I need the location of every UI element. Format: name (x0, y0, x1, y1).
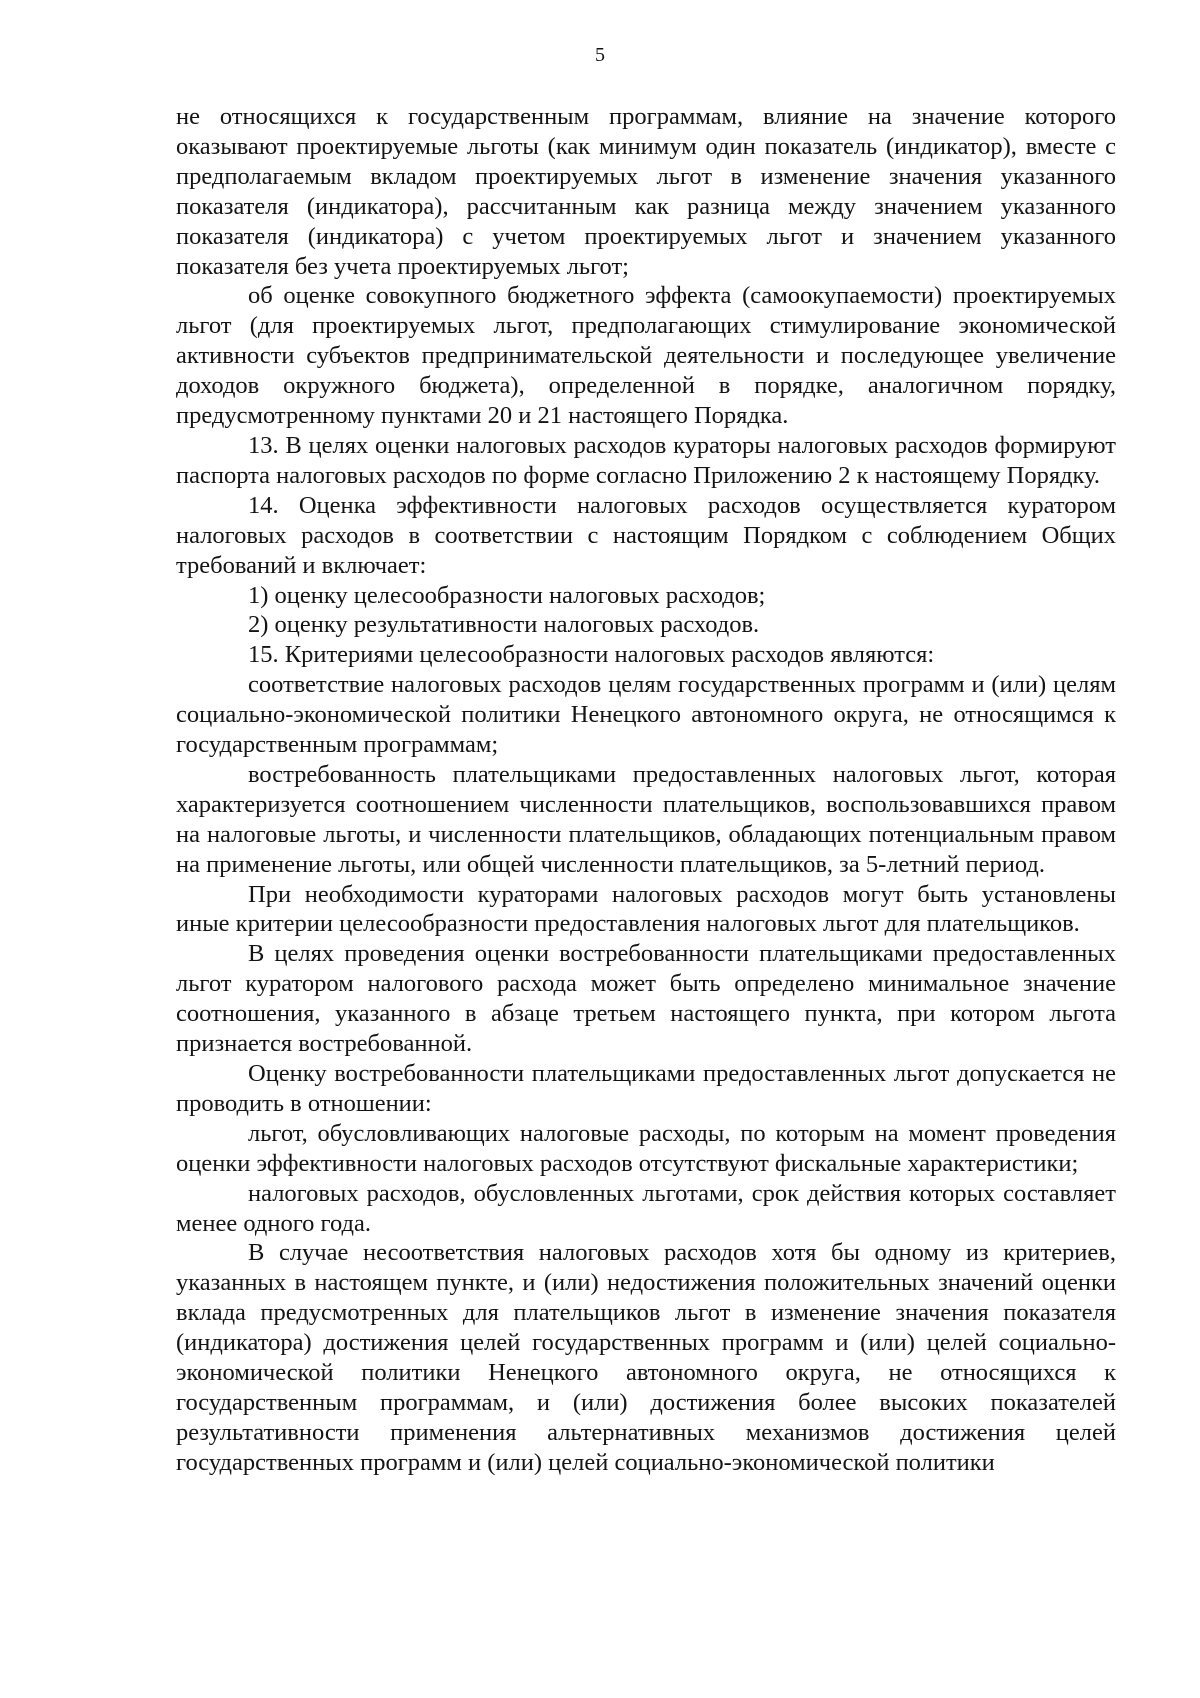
paragraph: 2) оценку результативности налоговых расходов. (248, 611, 760, 639)
paragraph: 14. Оценка эффективности налоговых расходов осуществляется куратором налоговых расходов в соответствии с настоящим Порядком с соблюдением Общих требований и включает: (176, 491, 1116, 579)
paragraph: Оценку востребованности плательщиками предоставленных льгот допускается не проводить в отношении: (176, 1060, 1116, 1117)
paragraph: 15. Критериями целесообразности налоговых расходов являются: (248, 641, 935, 669)
paragraph: льгот, обусловливающих налоговые расходы, по которым на момент проведения оценки эффективности налоговых расходов отсутствуют фискальные характеристики; (176, 1119, 1116, 1177)
paragraph: 13. В целях оценки налоговых расходов кураторы налоговых расходов формируют паспорта налоговых расходов по форме согласно Приложению 2 к настоящему Порядку. (176, 431, 1116, 489)
paragraph: соответствие налоговых расходов целям государственных программ и (или) целям социально-экономической политики Ненецкого автономного округа, не относящимся к государственным программам; (176, 671, 1116, 759)
paragraph: При необходимости кураторами налоговых расходов могут быть установлены иные критерии целесообразности предоставления налоговых льгот для плательщиков. (176, 880, 1116, 938)
paragraph: В целях проведения оценки востребованности плательщиками предоставленных льгот куратором налогового расхода может быть определено минимальное значение соотношения, указанного в абзаце третьем настоящего пункта, при котором льгота признается востребованной. (176, 940, 1116, 1058)
paragraph: не относящихся к государственным программам, влияние на значение которого оказывают проектируемые льготы (как минимум один показатель (индикатор), вместе с предполагаемым вкладом проектируемых льгот в изменение значения указанного показателя (индикатора), рассчитанным как разница между значением указанного показателя (индикатора) с учетом проектируемых льгот и значением указанного показателя без учета проектируемых льгот; (176, 103, 1116, 280)
paragraph: налоговых расходов, обусловленных льготами, срок действия которых составляет менее одного года. (176, 1179, 1116, 1237)
document-body (176, 102, 1116, 1478)
paragraph: востребованность плательщиками предоставленных налоговых льгот, которая характеризуется соотношением численности плательщиков, воспользовавшихся правом на налоговые льготы, и численности плательщиков, обладающих потенциальным правом на применение льготы, или общей численности плательщиков, за 5-летний период. (176, 760, 1116, 878)
page-number: 5 (595, 44, 605, 66)
paragraph: об оценке совокупного бюджетного эффекта (самоокупаемости) проектируемых льгот (для проектируемых льгот, предполагающих стимулирование экономической активности субъектов предпринимательской деятельности и последующее увеличение доходов окружного бюджета), определенной в порядке, аналогичном порядку, предусмотренному пунктами 20 и 21 настоящего Порядка. (176, 282, 1116, 430)
paragraph: 1) оценку целесообразности налоговых расходов; (248, 581, 766, 609)
paragraph: В случае несоответствия налоговых расходов хотя бы одному из критериев, указанных в настоящем пункте, и (или) недостижения положительных значений оценки вклада предусмотренных для плательщиков льгот в изменение значения показателя (индикатора) достижения целей государственных программ и (или) целей социально-экономической политики Ненецкого автономного округа, не относящихся к государственным программам, и (или) достижения более высоких показателей результативности применения альтернативных механизмов достижения целей государственных программ и (или) целей социально-экономической политики (176, 1239, 1116, 1476)
